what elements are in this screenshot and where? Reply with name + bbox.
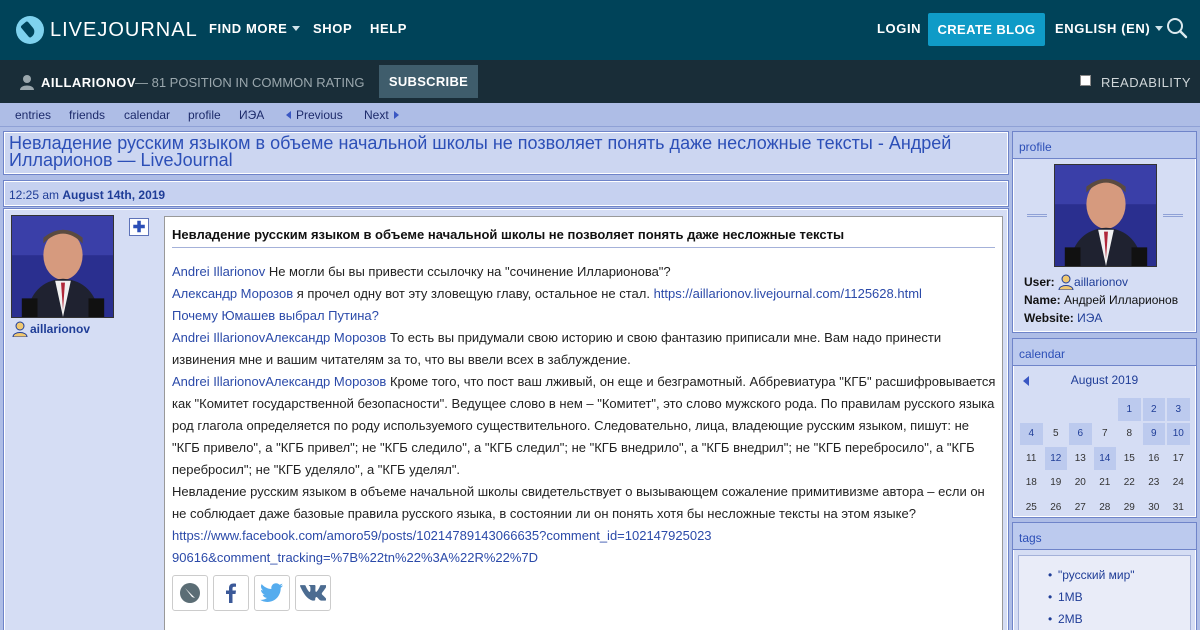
entry-paragraph [172, 481, 997, 525]
author-name: aillarionov [30, 322, 91, 336]
comment-text: Не могли бы вы привести ссылочку на "сочинение Илларионова"? [265, 264, 671, 279]
calendar-day: 27 [1074, 501, 1086, 513]
language-label: ENGLISH (EN) [1055, 21, 1151, 36]
website-label: Website: [1024, 311, 1074, 325]
calendar-day[interactable]: 10 [1167, 423, 1190, 446]
nav-next-label: Next [364, 108, 389, 122]
nav-shop[interactable]: SHOP [313, 21, 353, 36]
comment-text: Кроме того, что пост ваш лживый, он еще и безграмотный. Аббревиатура "КГБ" расшифровывается как "Комитет государственной безопасности". Ведущее слово в нем – "Комитет", это слово мужского рода. По правилам русского языка род глагола определяется по роду используемого существительного. Следовательно, лица, владеющие русским языком, пишут: не "КГБ привело", а "КГБ привел"; не "КГБ следило", а "КГБ следил"; не "КГБ внедрило", а "КГБ внедрил"; не "КГБ перебросило", а "КГБ перебросил"; не "КГБ уделяло", а "КГБ уделял". [172, 374, 996, 477]
login-link[interactable]: LOGIN [877, 21, 922, 36]
sidebar-profile [1012, 131, 1197, 333]
calendar-day[interactable]: 12 [1045, 447, 1068, 470]
nav-iea[interactable]: ИЭА [239, 108, 265, 122]
livejournal-logo-icon [16, 16, 44, 44]
nav-entries[interactable]: entries [15, 108, 52, 122]
entry-paragraph [172, 525, 712, 569]
post-container [3, 208, 1009, 630]
nav-friends[interactable]: friends [69, 108, 106, 122]
create-blog-button[interactable]: CREATE BLOG [928, 13, 1045, 46]
logo-text: LIVEJOURNAL [50, 18, 198, 41]
calendar-day: 11 [1026, 452, 1037, 464]
tags-list [1019, 556, 1190, 630]
post-date[interactable]: August 14th, 2019 [62, 188, 166, 202]
nav-previous[interactable] [286, 108, 343, 122]
user-icon [12, 321, 28, 337]
nav-calendar[interactable]: calendar [124, 108, 171, 122]
calendar-day[interactable]: 6 [1069, 423, 1092, 446]
calendar-day: 30 [1148, 501, 1160, 513]
entry-paragraph [172, 371, 997, 481]
post-date-box [3, 180, 1009, 207]
calendar-day: 15 [1123, 452, 1135, 464]
profile-name: Андрей Илларионов [1064, 293, 1179, 307]
comment-text: Невладение русским языком в объеме начальной школы свидетельствует о вызывающем сожаление примитивизме автора – если он не соблюдает даже базовые правила русского языка, в состоянии ли он понять хотя бы несложные тексты на этом языке? [172, 484, 985, 521]
sidebar-avatar[interactable] [1054, 164, 1157, 267]
profile-website-link[interactable]: ИЭА [1077, 311, 1103, 325]
author-link[interactable] [12, 321, 90, 337]
entry-paragraph [172, 261, 997, 283]
calendar-day[interactable]: 14 [1094, 447, 1117, 470]
tag-item[interactable]: • 2МВ [1058, 608, 1190, 630]
nav-find-more[interactable] [209, 21, 300, 36]
top-navigation-bar [0, 0, 1200, 60]
comment-author[interactable]: Александр Морозов [172, 286, 294, 301]
calendar-day: 20 [1074, 477, 1086, 489]
post-datetime [9, 188, 165, 202]
comment-author[interactable]: Andrei IllarionovАлександр Морозов [172, 330, 387, 345]
calendar-day[interactable]: 2 [1143, 398, 1166, 421]
nav-next[interactable] [364, 108, 399, 122]
calendar-day: 7 [1101, 428, 1108, 440]
livejournal-logo[interactable] [16, 14, 198, 46]
calendar-day[interactable]: 4 [1020, 423, 1043, 446]
sidebar-calendar-header[interactable]: calendar [1013, 339, 1196, 366]
calendar-grid [1019, 397, 1191, 520]
facebook-icon [220, 582, 242, 604]
calendar-day: 5 [1052, 428, 1059, 440]
language-selector[interactable] [1055, 21, 1163, 36]
add-to-memories-button[interactable] [129, 218, 149, 236]
calendar-day: 18 [1025, 477, 1037, 489]
calendar-day: 31 [1172, 501, 1184, 513]
author-avatar[interactable] [11, 215, 114, 318]
rating-text: — 81 POSITION IN COMMON RATING [135, 75, 365, 90]
post-time: 12:25 am [9, 188, 60, 202]
sidebar-tags-header[interactable]: tags [1013, 523, 1196, 550]
vk-icon [300, 585, 326, 601]
journal-navigation [0, 103, 1200, 127]
calendar-day: 8 [1126, 428, 1133, 440]
calendar-day: 19 [1050, 477, 1062, 489]
sidebar-calendar [1012, 338, 1197, 518]
calendar-day[interactable]: 1 [1118, 398, 1141, 421]
entry-title: Невладение русским языком в объеме начальной школы не позволяет понять даже несложные тексты [172, 227, 995, 248]
comment-text: я прочел одну вот эту зловещую главу, остальное не стал. [293, 286, 654, 301]
entry-paragraph [172, 283, 997, 305]
chevron-down-icon [1155, 26, 1163, 31]
readability-label: READABILITY [1101, 75, 1192, 90]
calendar-day[interactable]: 9 [1143, 423, 1166, 446]
calendar-month[interactable]: August 2019 [1070, 373, 1139, 387]
calendar-day: 26 [1050, 501, 1062, 513]
profile-user-row [1024, 274, 1128, 290]
calendar-day: 16 [1148, 452, 1160, 464]
entry-content [164, 216, 1003, 630]
profile-website-row [1024, 311, 1102, 325]
livejournal-icon [179, 582, 201, 604]
readability-checkbox[interactable] [1080, 75, 1091, 86]
share-twitter-button[interactable] [254, 575, 290, 611]
nav-find-more-label: FIND MORE [209, 21, 288, 36]
calendar-day: 24 [1172, 477, 1184, 489]
nav-previous-label: Previous [296, 108, 343, 122]
comment-author[interactable]: Andrei IllarionovАлександр Морозов [172, 374, 387, 389]
user-icon [1058, 274, 1074, 290]
user-label: User: [1024, 275, 1055, 289]
twitter-icon [260, 582, 284, 604]
entry-link[interactable]: https://aillarionov.livejournal.com/1125628.html [653, 286, 922, 301]
search-icon[interactable] [1166, 17, 1188, 39]
calendar-day: 13 [1074, 452, 1086, 464]
page-title-box [3, 131, 1009, 175]
tag-item[interactable]: • "русский мир" [1058, 564, 1190, 586]
journal-user-bar [0, 60, 1200, 103]
comment-text: То есть вы придумали свою историю и свою фантазию приписали мне. Вам надо принести извинения мне и вашим читателям за то, что вы ввели всех в заблуждение. [172, 330, 942, 367]
facebook-link[interactable]: https://www.facebook.com/amoro59/posts/10214789143066635?comment_id=10214792502390616&comment_tracking=%7B%22tn%22%3A%22R%22%7D [172, 528, 712, 565]
calendar-empty-cell [1045, 398, 1068, 421]
entry-body [172, 261, 997, 569]
tags-list-box [1018, 555, 1191, 630]
arrow-left-icon [286, 111, 291, 119]
share-vk-button[interactable] [295, 575, 331, 611]
nav-profile[interactable]: profile [188, 108, 221, 122]
divider [1163, 214, 1183, 217]
page-title: Невладение русским языком в объеме начальной школы не позволяет понять даже несложные тексты - Андрей Илларионов — LiveJournal [9, 133, 952, 170]
profile-username-link[interactable]: aillarionov [1074, 275, 1129, 289]
calendar-day: 29 [1123, 501, 1135, 513]
entry-paragraph [172, 327, 997, 371]
subscribe-button[interactable]: SUBSCRIBE [379, 65, 478, 98]
share-livejournal-button[interactable] [172, 575, 208, 611]
sidebar-tags [1012, 522, 1197, 630]
calendar-day: 23 [1148, 477, 1160, 489]
divider [1027, 214, 1047, 217]
profile-name-row [1024, 293, 1178, 307]
calendar-day: 28 [1099, 501, 1111, 513]
calendar-day: 17 [1172, 452, 1184, 464]
calendar-day[interactable]: 3 [1167, 398, 1190, 421]
sidebar-profile-header[interactable]: profile [1013, 132, 1196, 159]
user-icon [20, 74, 34, 90]
journal-username[interactable]: AILLARIONOV [41, 75, 137, 90]
entry-link[interactable]: Почему Юмашев выбрал Путина? [172, 308, 379, 323]
plus-icon: ✚ [132, 218, 146, 236]
calendar-day: 25 [1025, 501, 1037, 513]
nav-help[interactable]: HELP [370, 21, 408, 36]
comment-author[interactable]: Andrei Illarionov [172, 264, 266, 279]
calendar-empty-cell [1020, 398, 1043, 421]
calendar-day: 22 [1123, 477, 1135, 489]
calendar-empty-cell [1069, 398, 1092, 421]
tag-item[interactable]: • 1МВ [1058, 586, 1190, 608]
share-buttons [172, 575, 336, 611]
share-facebook-button[interactable] [213, 575, 249, 611]
calendar-day: 21 [1099, 477, 1111, 489]
chevron-down-icon [292, 26, 300, 31]
calendar-empty-cell [1094, 398, 1117, 421]
entry-paragraph [172, 305, 997, 327]
arrow-right-icon [394, 111, 399, 119]
name-label: Name: [1024, 293, 1061, 307]
